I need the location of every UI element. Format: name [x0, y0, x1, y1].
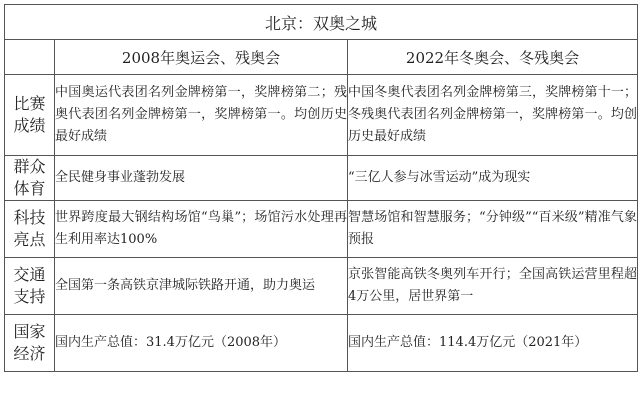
- cell-2008: 中国奥运代表团名列金牌榜第一，奖牌榜第二；残奥代表团名列金牌榜第一，奖牌榜第一。均创历史最好成绩: [55, 75, 348, 156]
- row-label: 国家 经济: [5, 315, 55, 372]
- table-row: [5, 156, 638, 201]
- comparison-table: [4, 4, 638, 372]
- cell-2008: 世界跨度最大钢结构场馆“鸟巢”；场馆污水处理再生利用率达100%: [55, 201, 348, 258]
- row-label: 比赛 成绩: [5, 75, 55, 156]
- row-label: 群众 体育: [5, 156, 55, 201]
- cell-2022: “三亿人参与冰雪运动”成为现实: [348, 156, 638, 201]
- cell-2022: 中国冬奥代表团名列金牌榜第三，奖牌榜第十一；冬残奥代表团名列金牌榜第一，奖牌榜第一。均创历史最好成绩: [348, 75, 638, 156]
- row-label: 科技 亮点: [5, 201, 55, 258]
- row-label: 交通 支持: [5, 258, 55, 315]
- column-header-2022: 2022年冬奥会、冬残奥会: [348, 40, 638, 75]
- cell-2008: 全国第一条高铁京津城际铁路开通，助力奥运: [55, 258, 348, 315]
- table-row: [5, 258, 638, 315]
- cell-2008: 全民健身事业蓬勃发展: [55, 156, 348, 201]
- cell-2022: 京张智能高铁冬奥列车开行；全国高铁运营里程超4万公里，居世界第一: [348, 258, 638, 315]
- table-title: 北京：双奥之城: [5, 5, 638, 40]
- corner-cell: [5, 40, 55, 75]
- column-header-2008: 2008年奥运会、残奥会: [55, 40, 348, 75]
- table-row: [5, 201, 638, 258]
- cell-2022: 智慧场馆和智慧服务；“分钟级”“百米级”精准气象预报: [348, 201, 638, 258]
- cell-2008: 国内生产总值：31.4万亿元（2008年）: [55, 315, 348, 372]
- table-row: [5, 75, 638, 156]
- table-row: [5, 315, 638, 372]
- cell-2022: 国内生产总值：114.4万亿元（2021年）: [348, 315, 638, 372]
